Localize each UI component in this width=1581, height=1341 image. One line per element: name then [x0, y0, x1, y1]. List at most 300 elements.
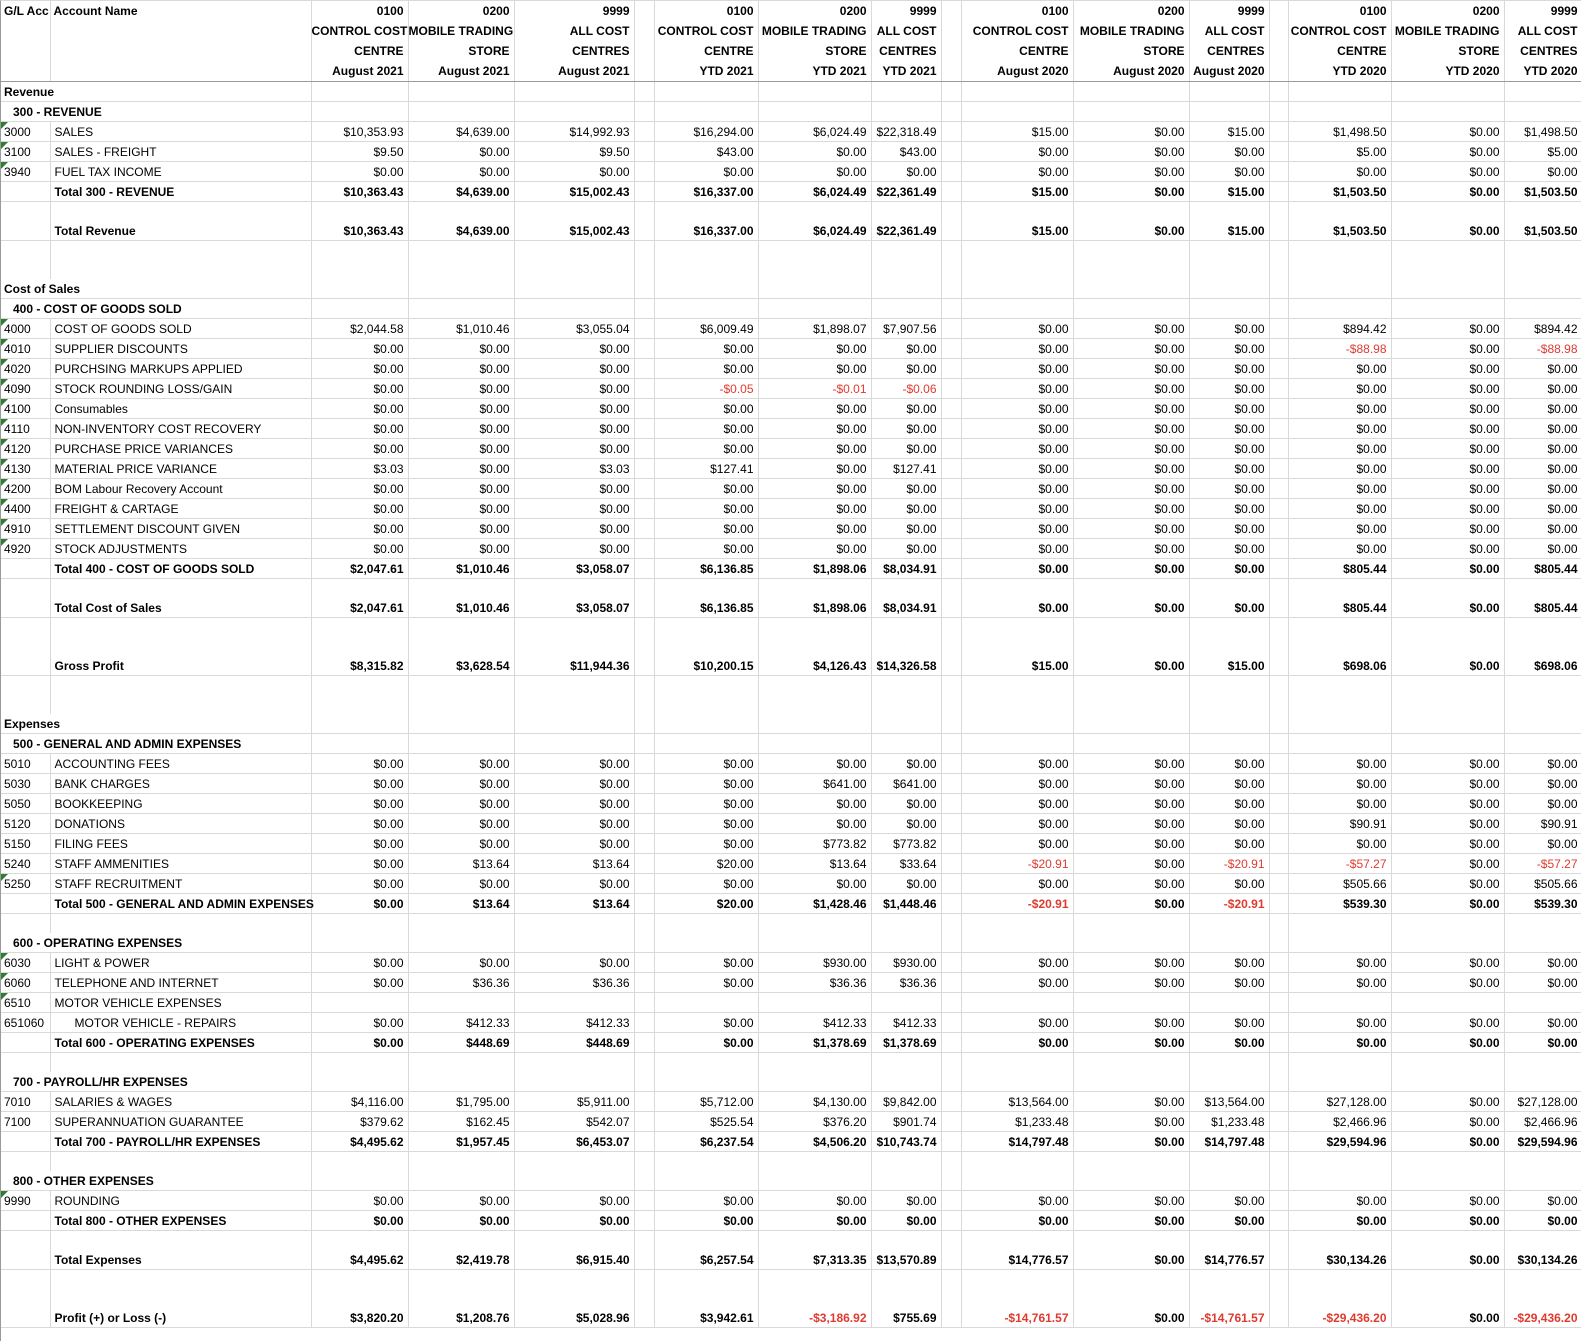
spacer-cell[interactable] [634, 834, 654, 854]
value-cell[interactable]: $0.00 [514, 539, 634, 559]
value-cell[interactable]: $0.00 [1189, 973, 1269, 993]
value-cell[interactable] [1504, 241, 1581, 261]
value-cell[interactable]: $0.00 [1288, 1211, 1391, 1231]
value-cell[interactable]: $14,992.93 [514, 122, 634, 142]
value-cell[interactable] [871, 1171, 941, 1191]
value-cell[interactable]: $4,126.43 [758, 656, 871, 676]
value-cell[interactable] [1073, 1289, 1189, 1308]
value-cell[interactable]: $805.44 [1288, 559, 1391, 579]
value-cell[interactable]: $0.00 [311, 834, 408, 854]
section-label[interactable]: Cost of Sales [1, 279, 311, 299]
spacer-cell[interactable] [634, 734, 654, 754]
value-cell[interactable]: -$20.91 [1189, 894, 1269, 914]
account-name-cell[interactable]: ROUNDING [50, 1191, 311, 1211]
spacer-cell[interactable] [634, 579, 654, 599]
value-cell[interactable]: $0.00 [1504, 1033, 1581, 1053]
value-cell[interactable] [871, 993, 941, 1013]
value-cell[interactable]: $0.00 [1073, 1092, 1189, 1112]
value-cell[interactable] [408, 714, 514, 734]
value-cell[interactable]: $3,058.07 [514, 559, 634, 579]
spacer-cell[interactable] [634, 1308, 654, 1328]
value-cell[interactable] [871, 241, 941, 261]
value-cell[interactable]: $0.00 [758, 874, 871, 894]
spacer-cell[interactable] [634, 1250, 654, 1270]
value-cell[interactable]: $0.00 [514, 874, 634, 894]
account-name-cell[interactable] [50, 1289, 311, 1308]
account-name-cell[interactable]: COST OF GOODS SOLD [50, 319, 311, 339]
gl-code-cell[interactable] [1, 221, 50, 241]
value-cell[interactable]: $0.00 [1391, 774, 1504, 794]
value-cell[interactable]: $0.00 [1288, 539, 1391, 559]
gl-code-cell[interactable]: 6510 [1, 993, 50, 1013]
spacer-cell[interactable] [1269, 299, 1288, 319]
spacer-cell[interactable] [941, 1132, 961, 1152]
value-cell[interactable] [1073, 241, 1189, 261]
value-cell[interactable]: $0.00 [654, 519, 758, 539]
value-cell[interactable] [1504, 1270, 1581, 1290]
value-cell[interactable]: $0.00 [961, 774, 1073, 794]
account-name-cell[interactable]: LIGHT & POWER [50, 953, 311, 973]
value-cell[interactable] [514, 202, 634, 222]
value-cell[interactable]: $412.33 [871, 1013, 941, 1033]
spacer-cell[interactable] [634, 1013, 654, 1033]
spacer-cell[interactable] [634, 1289, 654, 1308]
value-cell[interactable] [1288, 676, 1391, 696]
value-cell[interactable] [961, 1072, 1073, 1092]
spacer-cell[interactable] [941, 459, 961, 479]
value-cell[interactable] [514, 1171, 634, 1191]
value-cell[interactable]: $13.64 [408, 854, 514, 874]
account-name-cell[interactable]: STAFF AMMENITIES [50, 854, 311, 874]
spacer-cell[interactable] [1269, 834, 1288, 854]
value-cell[interactable]: $127.41 [871, 459, 941, 479]
value-cell[interactable]: $15,002.43 [514, 221, 634, 241]
value-cell[interactable] [654, 914, 758, 934]
spacer-cell[interactable] [634, 874, 654, 894]
spacer-cell[interactable] [941, 419, 961, 439]
value-cell[interactable] [514, 714, 634, 734]
value-cell[interactable]: $0.00 [1189, 359, 1269, 379]
value-cell[interactable]: $0.00 [1189, 774, 1269, 794]
value-cell[interactable]: $0.00 [1391, 1092, 1504, 1112]
value-cell[interactable] [758, 695, 871, 714]
value-cell[interactable]: $0.00 [871, 479, 941, 499]
value-cell[interactable]: $0.00 [408, 874, 514, 894]
value-cell[interactable] [654, 202, 758, 222]
value-cell[interactable] [1391, 1072, 1504, 1092]
value-cell[interactable]: $0.00 [758, 754, 871, 774]
value-cell[interactable]: $0.00 [961, 559, 1073, 579]
spacer-cell[interactable] [1269, 814, 1288, 834]
value-cell[interactable]: $0.00 [1073, 221, 1189, 241]
account-name-cell[interactable] [50, 618, 311, 638]
value-cell[interactable]: $0.00 [1391, 519, 1504, 539]
value-cell[interactable]: $0.00 [1189, 1191, 1269, 1211]
value-cell[interactable] [1073, 1152, 1189, 1172]
value-cell[interactable] [654, 260, 758, 279]
value-cell[interactable]: $0.00 [514, 439, 634, 459]
account-name-cell[interactable] [50, 1152, 311, 1172]
value-cell[interactable]: $0.00 [1073, 754, 1189, 774]
value-cell[interactable] [871, 637, 941, 656]
value-cell[interactable]: -$88.98 [1504, 339, 1581, 359]
value-cell[interactable]: $0.00 [961, 1211, 1073, 1231]
value-cell[interactable]: $0.00 [1288, 834, 1391, 854]
value-cell[interactable]: $0.00 [758, 1211, 871, 1231]
value-cell[interactable]: $0.00 [1504, 539, 1581, 559]
spacer-cell[interactable] [1269, 459, 1288, 479]
value-cell[interactable] [871, 618, 941, 638]
spacer-cell[interactable] [1269, 1132, 1288, 1152]
value-cell[interactable] [311, 637, 408, 656]
value-cell[interactable]: $0.00 [1073, 1211, 1189, 1231]
spacer-cell[interactable] [634, 933, 654, 953]
spacer-cell[interactable] [941, 1171, 961, 1191]
value-cell[interactable]: $0.00 [1189, 459, 1269, 479]
value-cell[interactable] [408, 82, 514, 102]
account-name-cell[interactable]: STOCK ROUNDING LOSS/GAIN [50, 379, 311, 399]
value-cell[interactable]: $0.00 [654, 399, 758, 419]
account-name-cell[interactable] [50, 579, 311, 599]
account-name-cell[interactable]: SUPPLIER DISCOUNTS [50, 339, 311, 359]
gl-code-cell[interactable] [1, 579, 50, 599]
value-cell[interactable]: $0.00 [1189, 814, 1269, 834]
value-cell[interactable]: $505.66 [1288, 874, 1391, 894]
spacer-cell[interactable] [1269, 102, 1288, 122]
value-cell[interactable]: $0.00 [408, 499, 514, 519]
account-name-header[interactable]: Account Name [50, 1, 311, 82]
value-cell[interactable]: $0.00 [1504, 519, 1581, 539]
spacer-cell[interactable] [941, 479, 961, 499]
value-cell[interactable]: $0.00 [1391, 854, 1504, 874]
value-cell[interactable]: $22,318.49 [871, 122, 941, 142]
value-cell[interactable] [1504, 618, 1581, 638]
account-name-cell[interactable]: PURCHASE PRICE VARIANCES [50, 439, 311, 459]
value-cell[interactable] [1073, 102, 1189, 122]
value-cell[interactable]: $0.00 [1288, 379, 1391, 399]
value-cell[interactable]: -$0.01 [758, 379, 871, 399]
value-cell[interactable] [654, 933, 758, 953]
value-cell[interactable]: $0.00 [1189, 319, 1269, 339]
value-cell[interactable]: $162.45 [408, 1112, 514, 1132]
value-cell[interactable] [961, 82, 1073, 102]
value-cell[interactable] [1288, 279, 1391, 299]
value-cell[interactable] [514, 102, 634, 122]
spacer-cell[interactable] [1269, 993, 1288, 1013]
value-cell[interactable] [514, 82, 634, 102]
value-cell[interactable]: $0.00 [1073, 1013, 1189, 1033]
value-cell[interactable]: $0.00 [1073, 1191, 1189, 1211]
value-cell[interactable] [654, 618, 758, 638]
value-cell[interactable]: $0.00 [654, 754, 758, 774]
spacer-cell[interactable] [1269, 1053, 1288, 1073]
value-cell[interactable]: $0.00 [1073, 598, 1189, 618]
gl-code-cell[interactable]: 5120 [1, 814, 50, 834]
value-cell[interactable]: $0.00 [1073, 162, 1189, 182]
spacer-cell[interactable] [634, 339, 654, 359]
value-cell[interactable]: $901.74 [871, 1112, 941, 1132]
value-cell[interactable]: $0.00 [408, 953, 514, 973]
spacer-cell[interactable] [1269, 579, 1288, 599]
value-cell[interactable]: $0.00 [758, 419, 871, 439]
spacer-cell[interactable] [1269, 379, 1288, 399]
value-cell[interactable]: $0.00 [1504, 754, 1581, 774]
value-cell[interactable] [1504, 993, 1581, 1013]
value-cell[interactable]: $0.00 [1391, 953, 1504, 973]
value-cell[interactable] [514, 618, 634, 638]
spacer-cell[interactable] [941, 339, 961, 359]
column-header[interactable]: 0100 CONTROL COST CENTRE YTD 2020 [1288, 1, 1391, 82]
value-cell[interactable]: $0.00 [654, 794, 758, 814]
value-cell[interactable] [654, 82, 758, 102]
value-cell[interactable]: $698.06 [1288, 656, 1391, 676]
value-cell[interactable]: $0.00 [311, 539, 408, 559]
spacer-cell[interactable] [1269, 439, 1288, 459]
gl-code-cell[interactable] [1, 1270, 50, 1290]
value-cell[interactable]: $805.44 [1504, 559, 1581, 579]
value-cell[interactable] [758, 102, 871, 122]
value-cell[interactable]: $0.00 [514, 754, 634, 774]
account-name-cell[interactable]: SALES - FREIGHT [50, 142, 311, 162]
value-cell[interactable]: $0.00 [408, 774, 514, 794]
value-cell[interactable]: $1,898.06 [758, 559, 871, 579]
spacer-cell[interactable] [941, 519, 961, 539]
value-cell[interactable] [961, 637, 1073, 656]
spacer-cell[interactable] [634, 459, 654, 479]
gl-code-cell[interactable]: 5250 [1, 874, 50, 894]
value-cell[interactable] [1504, 299, 1581, 319]
value-cell[interactable] [654, 1270, 758, 1290]
value-cell[interactable]: -$29,436.20 [1288, 1308, 1391, 1328]
value-cell[interactable] [1391, 1053, 1504, 1073]
value-cell[interactable] [1288, 241, 1391, 261]
gl-code-cell[interactable]: 3100 [1, 142, 50, 162]
value-cell[interactable]: $9,842.00 [871, 1092, 941, 1112]
value-cell[interactable] [1391, 734, 1504, 754]
account-name-cell[interactable]: Consumables [50, 399, 311, 419]
value-cell[interactable]: $0.00 [408, 162, 514, 182]
value-cell[interactable] [1189, 1270, 1269, 1290]
value-cell[interactable]: $0.00 [1073, 1308, 1189, 1328]
spacer-cell[interactable] [1269, 539, 1288, 559]
value-cell[interactable]: $0.00 [1073, 459, 1189, 479]
value-cell[interactable] [408, 933, 514, 953]
value-cell[interactable] [654, 1289, 758, 1308]
value-cell[interactable]: $22,361.49 [871, 221, 941, 241]
value-cell[interactable]: $15.00 [961, 221, 1073, 241]
value-cell[interactable] [961, 676, 1073, 696]
spacer-cell[interactable] [634, 319, 654, 339]
value-cell[interactable] [654, 1171, 758, 1191]
value-cell[interactable]: $6,009.49 [654, 319, 758, 339]
value-cell[interactable] [1288, 82, 1391, 102]
spacer-cell[interactable] [1269, 419, 1288, 439]
value-cell[interactable]: $805.44 [1288, 598, 1391, 618]
spacer-cell[interactable] [941, 162, 961, 182]
value-cell[interactable]: $0.00 [311, 754, 408, 774]
value-cell[interactable]: $0.00 [871, 359, 941, 379]
value-cell[interactable]: $0.00 [961, 1191, 1073, 1211]
spacer-cell[interactable] [1269, 695, 1288, 714]
column-header[interactable]: 0200 MOBILE TRADING STORE August 2020 [1073, 1, 1189, 82]
value-cell[interactable]: $0.00 [408, 814, 514, 834]
value-cell[interactable] [1288, 1171, 1391, 1191]
spacer-cell[interactable] [634, 854, 654, 874]
value-cell[interactable] [961, 299, 1073, 319]
spacer-cell[interactable] [1269, 559, 1288, 579]
account-name-cell[interactable]: SALARIES & WAGES [50, 1092, 311, 1112]
value-cell[interactable]: $30,134.26 [1288, 1250, 1391, 1270]
value-cell[interactable] [514, 1072, 634, 1092]
value-cell[interactable]: $0.00 [1288, 774, 1391, 794]
value-cell[interactable]: -$14,761.57 [1189, 1308, 1269, 1328]
value-cell[interactable]: $0.00 [961, 419, 1073, 439]
value-cell[interactable]: $1,503.50 [1288, 221, 1391, 241]
value-cell[interactable]: $448.69 [514, 1033, 634, 1053]
value-cell[interactable]: $0.00 [1073, 399, 1189, 419]
value-cell[interactable]: $0.00 [1391, 539, 1504, 559]
gl-code-cell[interactable] [1, 1132, 50, 1152]
value-cell[interactable] [1189, 618, 1269, 638]
value-cell[interactable]: $3.03 [514, 459, 634, 479]
value-cell[interactable]: -$20.91 [1189, 854, 1269, 874]
value-cell[interactable]: $0.00 [961, 834, 1073, 854]
value-cell[interactable] [408, 676, 514, 696]
value-cell[interactable] [1391, 241, 1504, 261]
value-cell[interactable] [961, 1171, 1073, 1191]
value-cell[interactable]: $0.00 [961, 399, 1073, 419]
spacer-cell[interactable] [1269, 399, 1288, 419]
value-cell[interactable]: $15,002.43 [514, 182, 634, 202]
value-cell[interactable]: $0.00 [1288, 499, 1391, 519]
value-cell[interactable]: $0.00 [758, 814, 871, 834]
spacer-cell[interactable] [941, 102, 961, 122]
spacer-cell[interactable] [1269, 1270, 1288, 1290]
value-cell[interactable]: $3,820.20 [311, 1308, 408, 1328]
value-cell[interactable]: $1,503.50 [1504, 221, 1581, 241]
spacer-cell[interactable] [1269, 1231, 1288, 1251]
value-cell[interactable] [871, 695, 941, 714]
value-cell[interactable]: $0.00 [1073, 973, 1189, 993]
value-cell[interactable]: $0.00 [408, 439, 514, 459]
value-cell[interactable]: $127.41 [654, 459, 758, 479]
spacer-cell[interactable] [1269, 973, 1288, 993]
value-cell[interactable] [514, 241, 634, 261]
value-cell[interactable]: $9.50 [311, 142, 408, 162]
value-cell[interactable]: $0.00 [311, 479, 408, 499]
value-cell[interactable] [1073, 1171, 1189, 1191]
value-cell[interactable]: $641.00 [871, 774, 941, 794]
value-cell[interactable]: $505.66 [1504, 874, 1581, 894]
value-cell[interactable] [311, 734, 408, 754]
spacer-cell[interactable] [1269, 142, 1288, 162]
value-cell[interactable]: $0.00 [311, 973, 408, 993]
subsection-label[interactable]: 400 - COST OF GOODS SOLD [1, 299, 311, 319]
spacer-cell[interactable] [1269, 1033, 1288, 1053]
account-name-cell[interactable]: MOTOR VEHICLE - REPAIRS [50, 1013, 311, 1033]
value-cell[interactable]: $0.00 [1189, 399, 1269, 419]
spacer-cell[interactable] [634, 1171, 654, 1191]
column-header[interactable]: 9999 ALL COST CENTRES YTD 2021 [871, 1, 941, 82]
subsection-label[interactable]: 500 - GENERAL AND ADMIN EXPENSES [1, 734, 311, 754]
value-cell[interactable] [758, 82, 871, 102]
value-cell[interactable] [1504, 102, 1581, 122]
value-cell[interactable] [654, 1072, 758, 1092]
value-cell[interactable]: $0.00 [408, 339, 514, 359]
value-cell[interactable]: $0.00 [871, 419, 941, 439]
value-cell[interactable]: $0.00 [1073, 339, 1189, 359]
value-cell[interactable]: $0.00 [758, 339, 871, 359]
gl-code-cell[interactable]: 5050 [1, 794, 50, 814]
value-cell[interactable]: $4,130.00 [758, 1092, 871, 1112]
value-cell[interactable]: $1,498.50 [1504, 122, 1581, 142]
value-cell[interactable]: $0.00 [408, 539, 514, 559]
value-cell[interactable] [961, 1270, 1073, 1290]
column-header[interactable]: 9999 ALL COST CENTRES YTD 2020 [1504, 1, 1581, 82]
value-cell[interactable] [1189, 1152, 1269, 1172]
value-cell[interactable]: $0.00 [961, 479, 1073, 499]
value-cell[interactable] [1288, 299, 1391, 319]
value-cell[interactable] [408, 279, 514, 299]
value-cell[interactable]: $16,337.00 [654, 182, 758, 202]
value-cell[interactable]: $0.00 [1073, 834, 1189, 854]
column-header[interactable]: 9999 ALL COST CENTRES August 2021 [514, 1, 634, 82]
spacer-cell[interactable] [941, 1308, 961, 1328]
value-cell[interactable]: $0.00 [408, 359, 514, 379]
spacer-cell[interactable] [634, 519, 654, 539]
gl-code-cell[interactable]: 4100 [1, 399, 50, 419]
value-cell[interactable] [1504, 914, 1581, 934]
account-name-cell[interactable] [50, 676, 311, 696]
value-cell[interactable] [311, 1270, 408, 1290]
spacer-cell[interactable] [941, 260, 961, 279]
value-cell[interactable] [1189, 82, 1269, 102]
total-label[interactable]: Total Revenue [50, 221, 311, 241]
value-cell[interactable]: $0.00 [1288, 162, 1391, 182]
value-cell[interactable]: $0.00 [961, 459, 1073, 479]
spacer-cell[interactable] [1269, 82, 1288, 102]
value-cell[interactable] [408, 260, 514, 279]
value-cell[interactable]: -$0.06 [871, 379, 941, 399]
value-cell[interactable]: $0.00 [871, 1211, 941, 1231]
value-cell[interactable]: $0.00 [1391, 399, 1504, 419]
value-cell[interactable] [758, 714, 871, 734]
spacer-cell[interactable] [1269, 339, 1288, 359]
value-cell[interactable]: $0.00 [1073, 774, 1189, 794]
value-cell[interactable]: $0.00 [961, 379, 1073, 399]
gl-code-cell[interactable] [1, 202, 50, 222]
value-cell[interactable]: $0.00 [514, 519, 634, 539]
value-cell[interactable]: $0.00 [1391, 1308, 1504, 1328]
value-cell[interactable]: $0.00 [758, 439, 871, 459]
spacer-cell[interactable] [941, 854, 961, 874]
value-cell[interactable]: $412.33 [408, 1013, 514, 1033]
spacer-cell[interactable] [1269, 1171, 1288, 1191]
value-cell[interactable]: $0.00 [311, 1191, 408, 1211]
value-cell[interactable]: $0.00 [1391, 874, 1504, 894]
value-cell[interactable]: $0.00 [311, 499, 408, 519]
value-cell[interactable] [961, 734, 1073, 754]
value-cell[interactable] [1073, 299, 1189, 319]
value-cell[interactable]: $0.00 [758, 399, 871, 419]
spacer-cell[interactable] [1269, 656, 1288, 676]
value-cell[interactable] [311, 618, 408, 638]
value-cell[interactable] [1504, 1072, 1581, 1092]
gl-code-cell[interactable]: 6030 [1, 953, 50, 973]
value-cell[interactable] [758, 933, 871, 953]
column-header[interactable]: 0200 MOBILE TRADING STORE YTD 2020 [1391, 1, 1504, 82]
value-cell[interactable]: $90.91 [1504, 814, 1581, 834]
